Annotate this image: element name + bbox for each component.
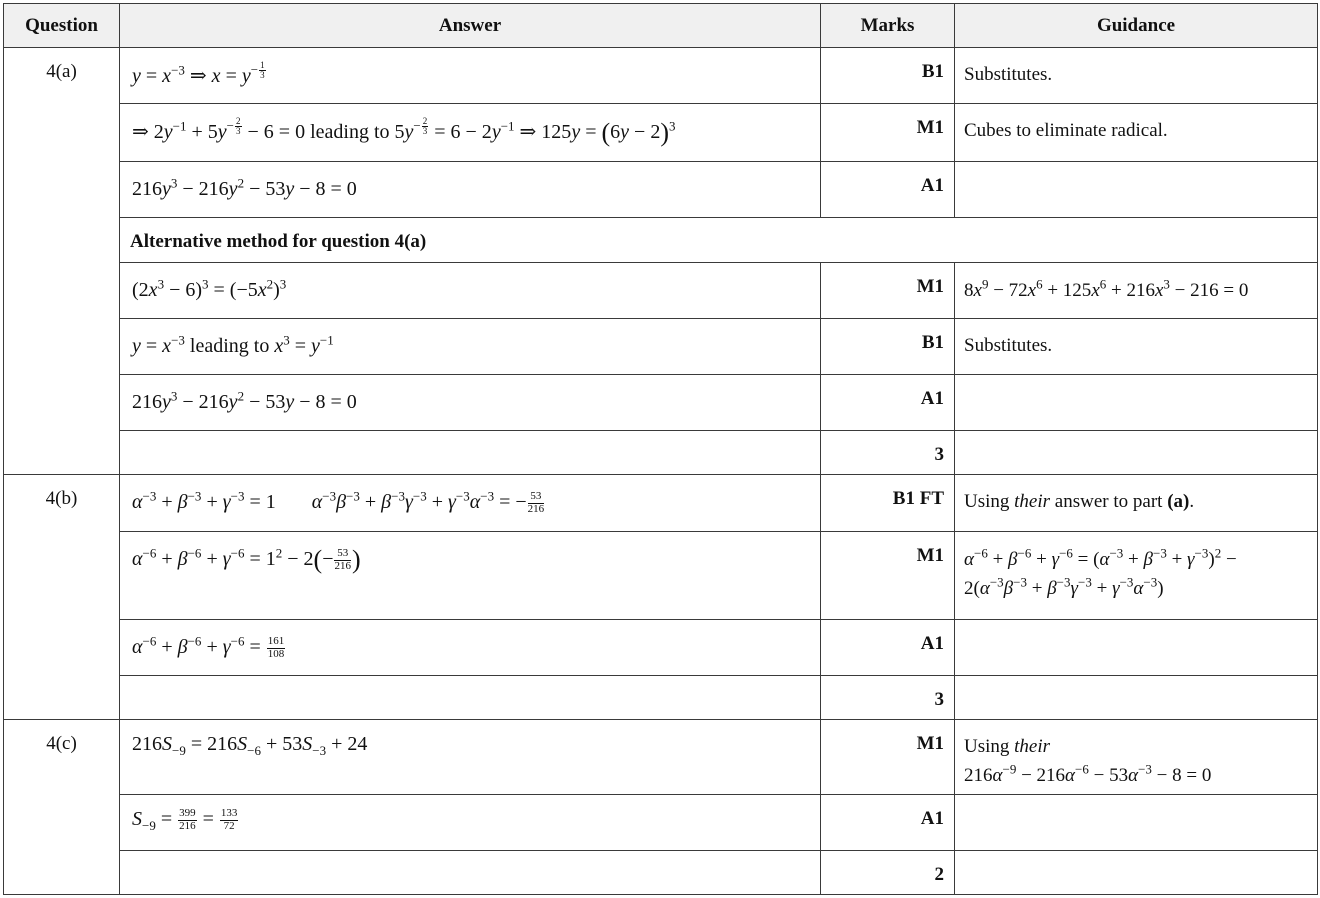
total-marks: 2 (821, 851, 955, 895)
table-row (4, 218, 1318, 263)
answer-cell (120, 431, 821, 475)
table-row (4, 720, 1318, 795)
mark-cell: B1 (821, 48, 955, 104)
math-expression: $8x^9 - 72x^6 + 125x^6 + 216x^3 - 216 = 0$ (964, 277, 1249, 302)
guidance-cell: Substitutes. (955, 319, 1318, 375)
table-row (4, 263, 1318, 319)
guidance-cell (955, 676, 1318, 720)
answer-cell (120, 720, 821, 795)
table-row (4, 162, 1318, 218)
answer-cell (120, 795, 821, 851)
table-row (4, 620, 1318, 676)
math-expression: $\alpha^{-6} + \beta^{-6} + \gamma^{-6}$ = $\frac{161}{108}$ (132, 633, 285, 660)
alternative-method-heading: Alternative method for question 4(a) (120, 218, 1318, 263)
guidance-cell: Using their $216\alpha^{-9} - 216\alpha^{-6} - 53\alpha^{-3} - 8 = 0$ (955, 720, 1318, 795)
mark-cell: M1 (821, 104, 955, 162)
math-expression: $S_{-9}$ = $\frac{399}{216}$ = $\frac{133}{72}$ (132, 807, 238, 833)
header-answer: Answer (120, 4, 821, 48)
math-expression: ⇒ $2y^{-1} + 5y^{- \frac{2}{3}}$ − 6 = 0 leading to $5y^{- \frac{2}{3}}$ = $6 - 2y^{-1}$ ⇒ $125y = (6y - 2)^3$ (132, 116, 676, 147)
mark-cell: A1 (821, 795, 955, 851)
math-expression: $216y^3 - 216y^2 - 53y - 8 = 0$ (132, 175, 357, 200)
table-row (4, 375, 1318, 431)
answer-cell (120, 475, 821, 532)
table-row (4, 319, 1318, 375)
mark-cell: B1 FT (821, 475, 955, 532)
math-expression: $216y^3 - 216y^2 - 53y - 8 = 0$ (132, 388, 357, 413)
table-row (4, 532, 1318, 620)
table-row (4, 431, 1318, 475)
guidance-cell (955, 263, 1318, 319)
header-question: Question (4, 4, 120, 48)
answer-cell (120, 620, 821, 676)
answer-cell (120, 319, 821, 375)
guidance-cell (955, 851, 1318, 895)
total-marks: 3 (821, 676, 955, 720)
answer-cell (120, 676, 821, 720)
question-label-4c: 4(c) (4, 720, 120, 895)
table-row (4, 475, 1318, 532)
total-marks: 3 (821, 431, 955, 475)
guidance-cell: Substitutes. (955, 48, 1318, 104)
answer-cell (120, 162, 821, 218)
guidance-cell (955, 620, 1318, 676)
table-row (4, 851, 1318, 895)
table-row (4, 48, 1318, 104)
guidance-cell (955, 431, 1318, 475)
math-expression: $\alpha^{-3} + \beta^{-3} + \gamma^{-3} = 1$ $\alpha^{-3}\beta^{-3} + \beta^{-3}\gamma^{-3} + \gamma^{-3}\alpha^{-3}$ = − $\frac{53}{216}$ (132, 488, 545, 515)
math-expression: $216S_{-9} = 216S_{-6} + 53S_{-3} + 24$ (132, 733, 368, 758)
guidance-cell (955, 795, 1318, 851)
mark-cell: M1 (821, 532, 955, 620)
mark-cell: A1 (821, 162, 955, 218)
guidance-cell (955, 532, 1318, 620)
table-row (4, 676, 1318, 720)
answer-cell (120, 532, 821, 620)
question-label-4b: 4(b) (4, 475, 120, 720)
math-expression: $(2x^3 - 6)^3 = (-5x^2)^3$ (132, 276, 287, 301)
math-expression: $y = x^{-3}$ ⇒ $x = y^{- \frac{1}{3}}$ (132, 60, 265, 87)
table-row (4, 795, 1318, 851)
header-row (4, 4, 1318, 48)
header-marks: Marks (821, 4, 955, 48)
question-label-4a: 4(a) (4, 48, 120, 475)
table-row (4, 104, 1318, 162)
math-expression: $\alpha^{-6} + \beta^{-6} + \gamma^{-6} = (\alpha^{-3} + \beta^{-3} + \gamma^{-3})^2$ − $2(\alpha^{-3}\beta^{-3} + \beta^{-3}\gamma^{-3} + \gamma^{-3}\alpha^{-3})$ (964, 546, 1237, 600)
math-expression: $y = x^{-3}$ leading to $x^3 = y^{-1}$ (132, 332, 334, 357)
mark-cell: M1 (821, 720, 955, 795)
answer-cell (120, 375, 821, 431)
answer-cell (120, 851, 821, 895)
answer-cell (120, 104, 821, 162)
answer-cell (120, 48, 821, 104)
guidance-cell (955, 162, 1318, 218)
math-expression: $\alpha^{-6} + \beta^{-6} + \gamma^{-6} = 1^2 - 2(-$ $\frac{53}{216}$ ) (132, 545, 361, 574)
guidance-cell (955, 375, 1318, 431)
mark-cell: M1 (821, 263, 955, 319)
mark-cell: A1 (821, 375, 955, 431)
mark-cell: B1 (821, 319, 955, 375)
mark-cell: A1 (821, 620, 955, 676)
guidance-cell: Cubes to eliminate radical. (955, 104, 1318, 162)
answer-cell (120, 263, 821, 319)
math-expression: $216\alpha^{-9} - 216\alpha^{-6} - 53\alpha^{-3} - 8 = 0$ (964, 761, 1212, 786)
header-guidance: Guidance (955, 4, 1318, 48)
mark-scheme-table (3, 3, 1318, 895)
guidance-cell: Using their answer to part (a). (955, 475, 1318, 532)
